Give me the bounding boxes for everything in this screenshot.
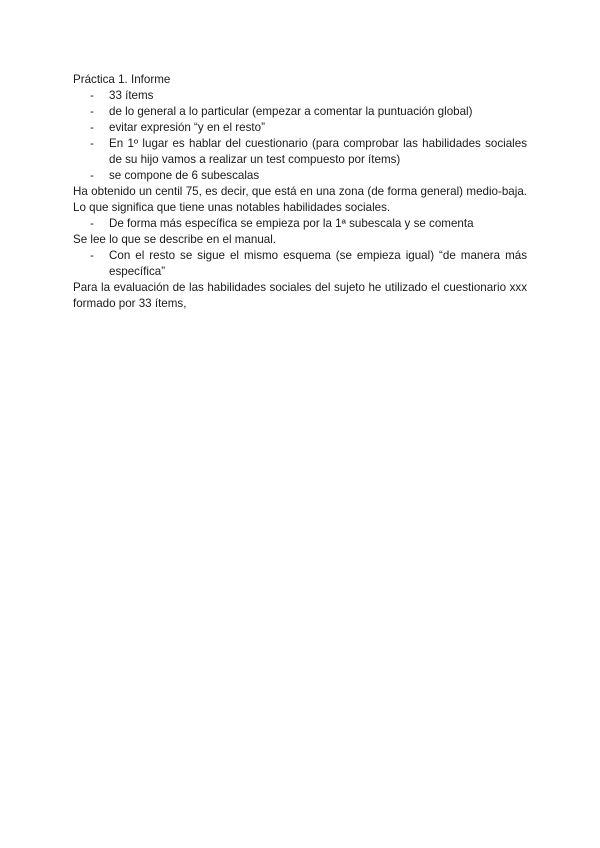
manual-paragraph: Se lee lo que se describe en el manual. — [73, 233, 277, 246]
list-item — [73, 216, 527, 232]
notes-list — [73, 88, 527, 184]
list-item-text: Con el resto se sigue el mismo esquema (se empieza igual) “de manera más específica” — [109, 249, 527, 278]
dash-bullet: - — [90, 137, 94, 150]
dash-bullet: - — [90, 105, 94, 118]
subscale-list — [73, 216, 527, 232]
list-item-text: se compone de 6 subescalas — [109, 169, 260, 182]
dash-bullet: - — [90, 89, 94, 102]
document-title: Práctica 1. Informe — [73, 73, 171, 86]
list-item — [73, 88, 527, 104]
list-item-text: En 1º lugar es hablar del cuestionario (para comprobar las habilidades sociales de su hijo vamos a realizar un test compuesto por ítems) — [109, 137, 527, 166]
list-item — [73, 136, 527, 168]
evaluation-paragraph: Para la evaluación de las habilidades sociales del sujeto he utilizado el cuestionario xxx formado por 33 ítems, — [73, 281, 527, 310]
dash-bullet: - — [90, 217, 94, 230]
list-item — [73, 104, 527, 120]
dash-bullet: - — [90, 169, 94, 182]
rest-list — [73, 248, 527, 280]
list-item-text: 33 ítems — [109, 89, 154, 102]
list-item — [73, 168, 527, 184]
dash-bullet: - — [90, 249, 94, 262]
document-page — [73, 72, 527, 312]
list-item-text: De forma más específica se empieza por la 1ª subescala y se comenta — [109, 217, 474, 230]
list-item-text: evitar expresión “y en el resto” — [109, 121, 265, 134]
list-item — [73, 248, 527, 280]
list-item — [73, 120, 527, 136]
dash-bullet: - — [90, 121, 94, 134]
list-item-text: de lo general a lo particular (empezar a comentar la puntuación global) — [109, 105, 473, 118]
result-paragraph: Ha obtenido un centil 75, es decir, que está en una zona (de forma general) medio-baja. Lo que significa que tiene unas notables habilidades sociales. — [73, 185, 527, 214]
